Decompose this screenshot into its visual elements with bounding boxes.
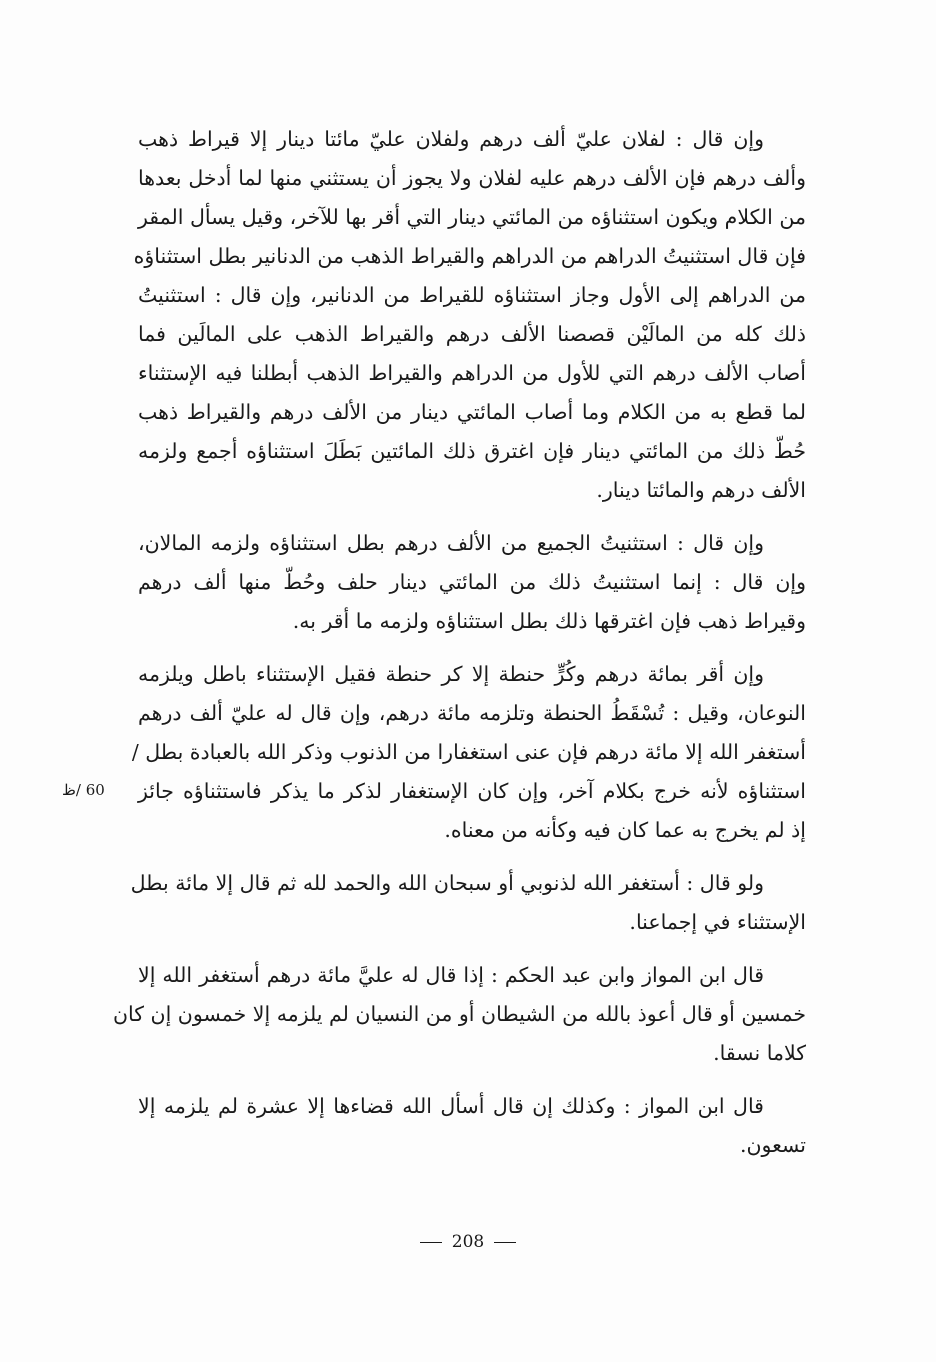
text-line: وإن قال : لفلان عليّ ألف درهم ولفلان عليّ مائتا دينار إلا قيراط ذهب [138,127,764,151]
text-line: وقيراط ذهب فإن اغترقها ذلك بطل استثناؤه ولزمه ما أقر به. [292,609,806,633]
text-line: إذ لم يخرج به عما كان فيه وكأنه من معناه. [444,818,806,842]
text-line: فإن قال استثنيتُ الدراهم من الدراهم والقيراط الذهب من الدنانير بطل استثناؤه [133,244,806,268]
text-line: من الدراهم إلى الأول وجاز استثناؤه للقيراط من الدنانير، وإن قال : استثنيتُ [138,283,806,307]
text-line: الإستثناء في إجماعنا. [629,910,806,934]
text-line: تسعون. [739,1133,806,1157]
page-number-value: 208 [451,1232,485,1252]
text-line: خمسين أو قال أعوذ بالله من الشيطان أو من النسيان لم يلزمه إلا خمسون إن كان [112,1002,806,1026]
text-line: ولو قال : أستغفر الله لذنوبي أو سبحان الله والحمد لله ثم قال إلا مائة بطل [130,871,764,895]
text-line: لما قطع به من الكلام وما أصاب المائتي دينار من الألف درهم والقيراط ذهب [138,400,806,424]
body-text [112,120,806,1179]
page-number-dash-left [420,1242,442,1243]
text-line: قال ابن المواز وابن عبد الحكم : إذا قال له عليَّ مائة درهم أستغفر الله إلا [138,963,764,987]
text-line: حُطّ ذلك من المائتي دينار فإن اغترق ذلك المائتين بَطَلَ استثناؤه أجمع ولزمه [138,439,806,463]
page-number [0,1232,936,1252]
text-line: ذلك كله من المالَيْن قصصنا الألف درهم والقيراط الذهب على المالَين فما [138,322,806,346]
page-number-dash-right [494,1242,516,1243]
margin-folio-note: 60 /ظ [62,781,105,799]
text-line: وإن أقر بمائة درهم وكُرٍّ حنطة إلا كر حنطة فقيل الإستثناء باطل ويلزمه [138,662,764,686]
text-line: وإن قال : إنما استثنيتُ ذلك من المائتي دينار حلف وحُطّ منها ألف درهم [138,570,806,594]
text-line: النوعان، وقيل : تُسْقَطُ الحنطة وتلزمه مائة درهم، وإن قال له عليّ ألف درهم [138,701,806,725]
text-line: استثناؤه لأنه خرج بكلام آخر، وإن كان الإستغفار لذكر ما يذكر فاستثناؤه جائز [138,779,806,803]
text-line: وألف درهم فإن الألف درهم عليه لفلان ولا يجوز أن يستثني منها لما أدخل بعدها [138,166,806,190]
text-line: كلاما نسقا. [713,1041,806,1065]
text-line: قال ابن المواز : وكذلك إن قال أسأل الله قضاءها إلا عشرة لم يلزمه إلا [138,1094,764,1118]
text-line: الألف درهم والمائتا دينار. [596,478,806,502]
paragraph-1 [133,120,806,510]
paragraph-4 [130,864,806,942]
paragraph-6 [138,1087,806,1165]
text-line: وإن قال : استثنيتُ الجميع من الألف درهم بطل استثناؤه ولزمه المالان، [138,531,764,555]
paragraph-2 [138,524,806,641]
text-line: من الكلام ويكون استثناؤه من المائتي دينار التي أقر بها للآخر، وقيل يسأل المقر [138,205,806,229]
text-line: أصاب الألف درهم التي للأول من الدراهم والقيراط الذهب أبطلنا فيه الإستثناء [138,361,806,385]
paragraph-3 [131,655,806,850]
text-line: أستغفر الله إلا مائة درهم فإن عنى استغفارا من الذنوب وذكر الله بالعبادة بطل / [131,740,806,764]
paragraph-5 [112,956,806,1073]
